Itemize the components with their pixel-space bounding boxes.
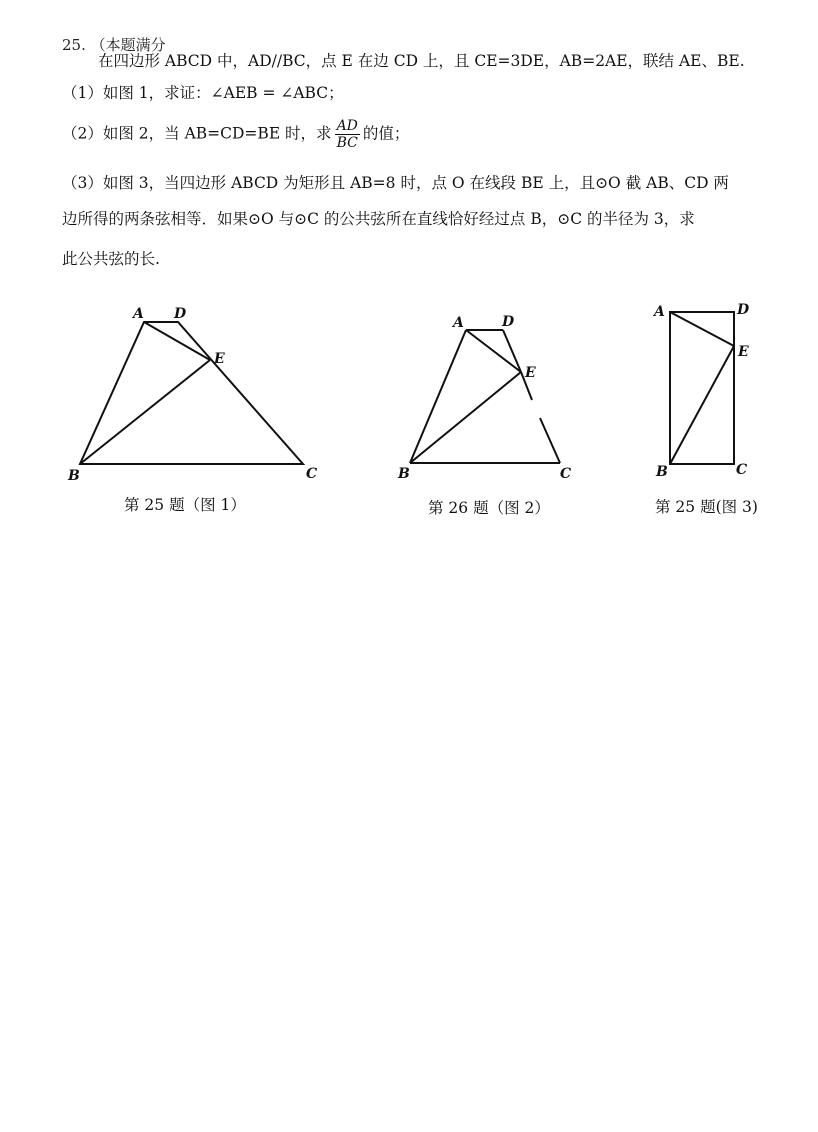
figure-1-label-d: D — [174, 306, 187, 322]
figure-3-label-e: E — [738, 344, 749, 360]
part-3-line-3: 此公共弦的长. — [62, 250, 160, 268]
problem-intro: 在四边形 ABCD 中，AD//BC，点 E 在边 CD 上，且 CE=3DE，AB=2AE，联结 AE、BE. — [98, 52, 745, 70]
figure-3-label-c: C — [736, 462, 748, 478]
fraction-denominator: BC — [336, 135, 358, 151]
figure-2-label-d: D — [502, 314, 515, 330]
figure-3-caption: 第 25 题(图 3) — [655, 498, 758, 516]
figure-1-label-c: C — [306, 466, 318, 482]
figure-2-caption: 第 26 题（图 2） — [428, 499, 550, 517]
figure-3-lines — [670, 312, 734, 464]
figure-3-label-d: D — [737, 302, 750, 318]
figure-3-label-b: B — [656, 464, 668, 480]
figure-1-caption: 第 25 题（图 1） — [124, 496, 246, 514]
part-2-text: （2）如图 2，当 AB=CD=BE 时，求 — [62, 124, 332, 143]
figure-2-label-b: B — [398, 466, 410, 482]
cut-off-header: 25. （本题满分 — [62, 36, 166, 54]
part-2-suffix: 的值； — [362, 124, 410, 143]
figure-2-label-e: E — [525, 365, 536, 381]
part-3-line-2: 边所得的两条弦相等．如果⊙O 与⊙C 的公共弦所在直线恰好经过点 B，⊙C 的半径为 3，求 — [62, 210, 695, 228]
figure-3-segment-ae — [670, 312, 734, 346]
figure-2-label-a: A — [453, 315, 464, 331]
part-3-line-1: （3）如图 3，当四边形 ABCD 为矩形且 AB=8 时，点 O 在线段 BE 上，且⊙O 截 AB、CD 两 — [62, 174, 729, 192]
figure-3-rectangle — [670, 312, 734, 464]
figure-2-label-c: C — [560, 466, 572, 482]
fraction-numerator: AD — [336, 118, 358, 134]
figure-3-label-a: A — [654, 304, 665, 320]
part-1: （1）如图 1，求证：∠AEB = ∠ABC； — [62, 84, 344, 102]
figure-1-label-b: B — [68, 468, 80, 484]
figure-1-label-e: E — [214, 351, 225, 367]
figure-1-label-a: A — [133, 306, 144, 322]
figure-3-segment-be — [670, 346, 734, 464]
